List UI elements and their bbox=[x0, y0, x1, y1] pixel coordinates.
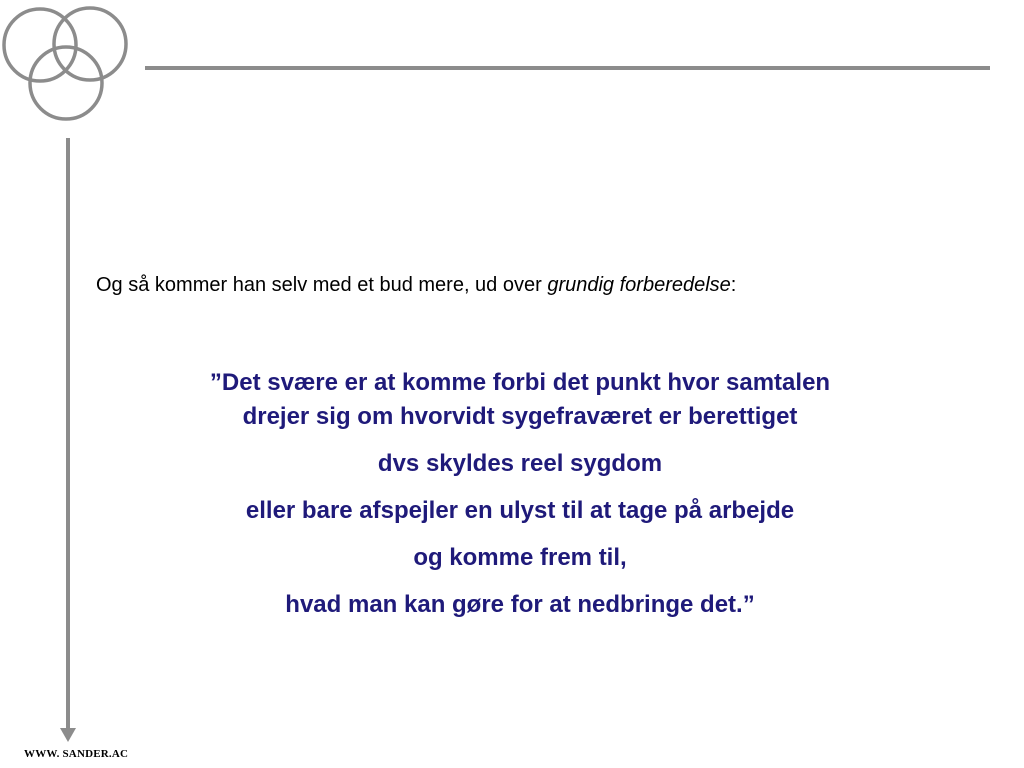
top-divider-line bbox=[145, 66, 990, 70]
quote-line: dvs skyldes reel sygdom bbox=[377, 450, 663, 477]
quote-paragraph bbox=[96, 447, 944, 481]
quote-line: drejer sig om hvorvidt sygefraværet er berettiget bbox=[242, 403, 798, 430]
quote-paragraph bbox=[96, 588, 944, 622]
intro-suffix: : bbox=[730, 274, 737, 296]
side-vertical-line bbox=[66, 138, 70, 730]
arrow-down-icon bbox=[60, 728, 76, 742]
logo-ring-right bbox=[54, 8, 126, 80]
quote-line: eller bare afspejler en ulyst til at tage på arbejde bbox=[245, 497, 795, 524]
quote-paragraph bbox=[96, 494, 944, 528]
footer-website: WWW. SANDER.AC bbox=[24, 748, 129, 760]
logo-ring-bottom bbox=[30, 47, 102, 119]
quote-line: og komme frem til, bbox=[413, 544, 627, 571]
quote-paragraph bbox=[96, 366, 944, 434]
quote-paragraph bbox=[96, 541, 944, 575]
quote-block bbox=[96, 366, 944, 635]
quote-line: ”Det svære er at komme forbi det punkt hvor samtalen bbox=[209, 369, 831, 396]
intro-plain: Og så kommer han selv med et bud mere, ud over bbox=[96, 274, 548, 296]
intro-text bbox=[96, 274, 976, 297]
three-rings-logo bbox=[0, 0, 140, 125]
quote-line: hvad man kan gøre for at nedbringe det.” bbox=[285, 591, 755, 618]
intro-emphasis: grundig forberedelse bbox=[547, 274, 731, 296]
